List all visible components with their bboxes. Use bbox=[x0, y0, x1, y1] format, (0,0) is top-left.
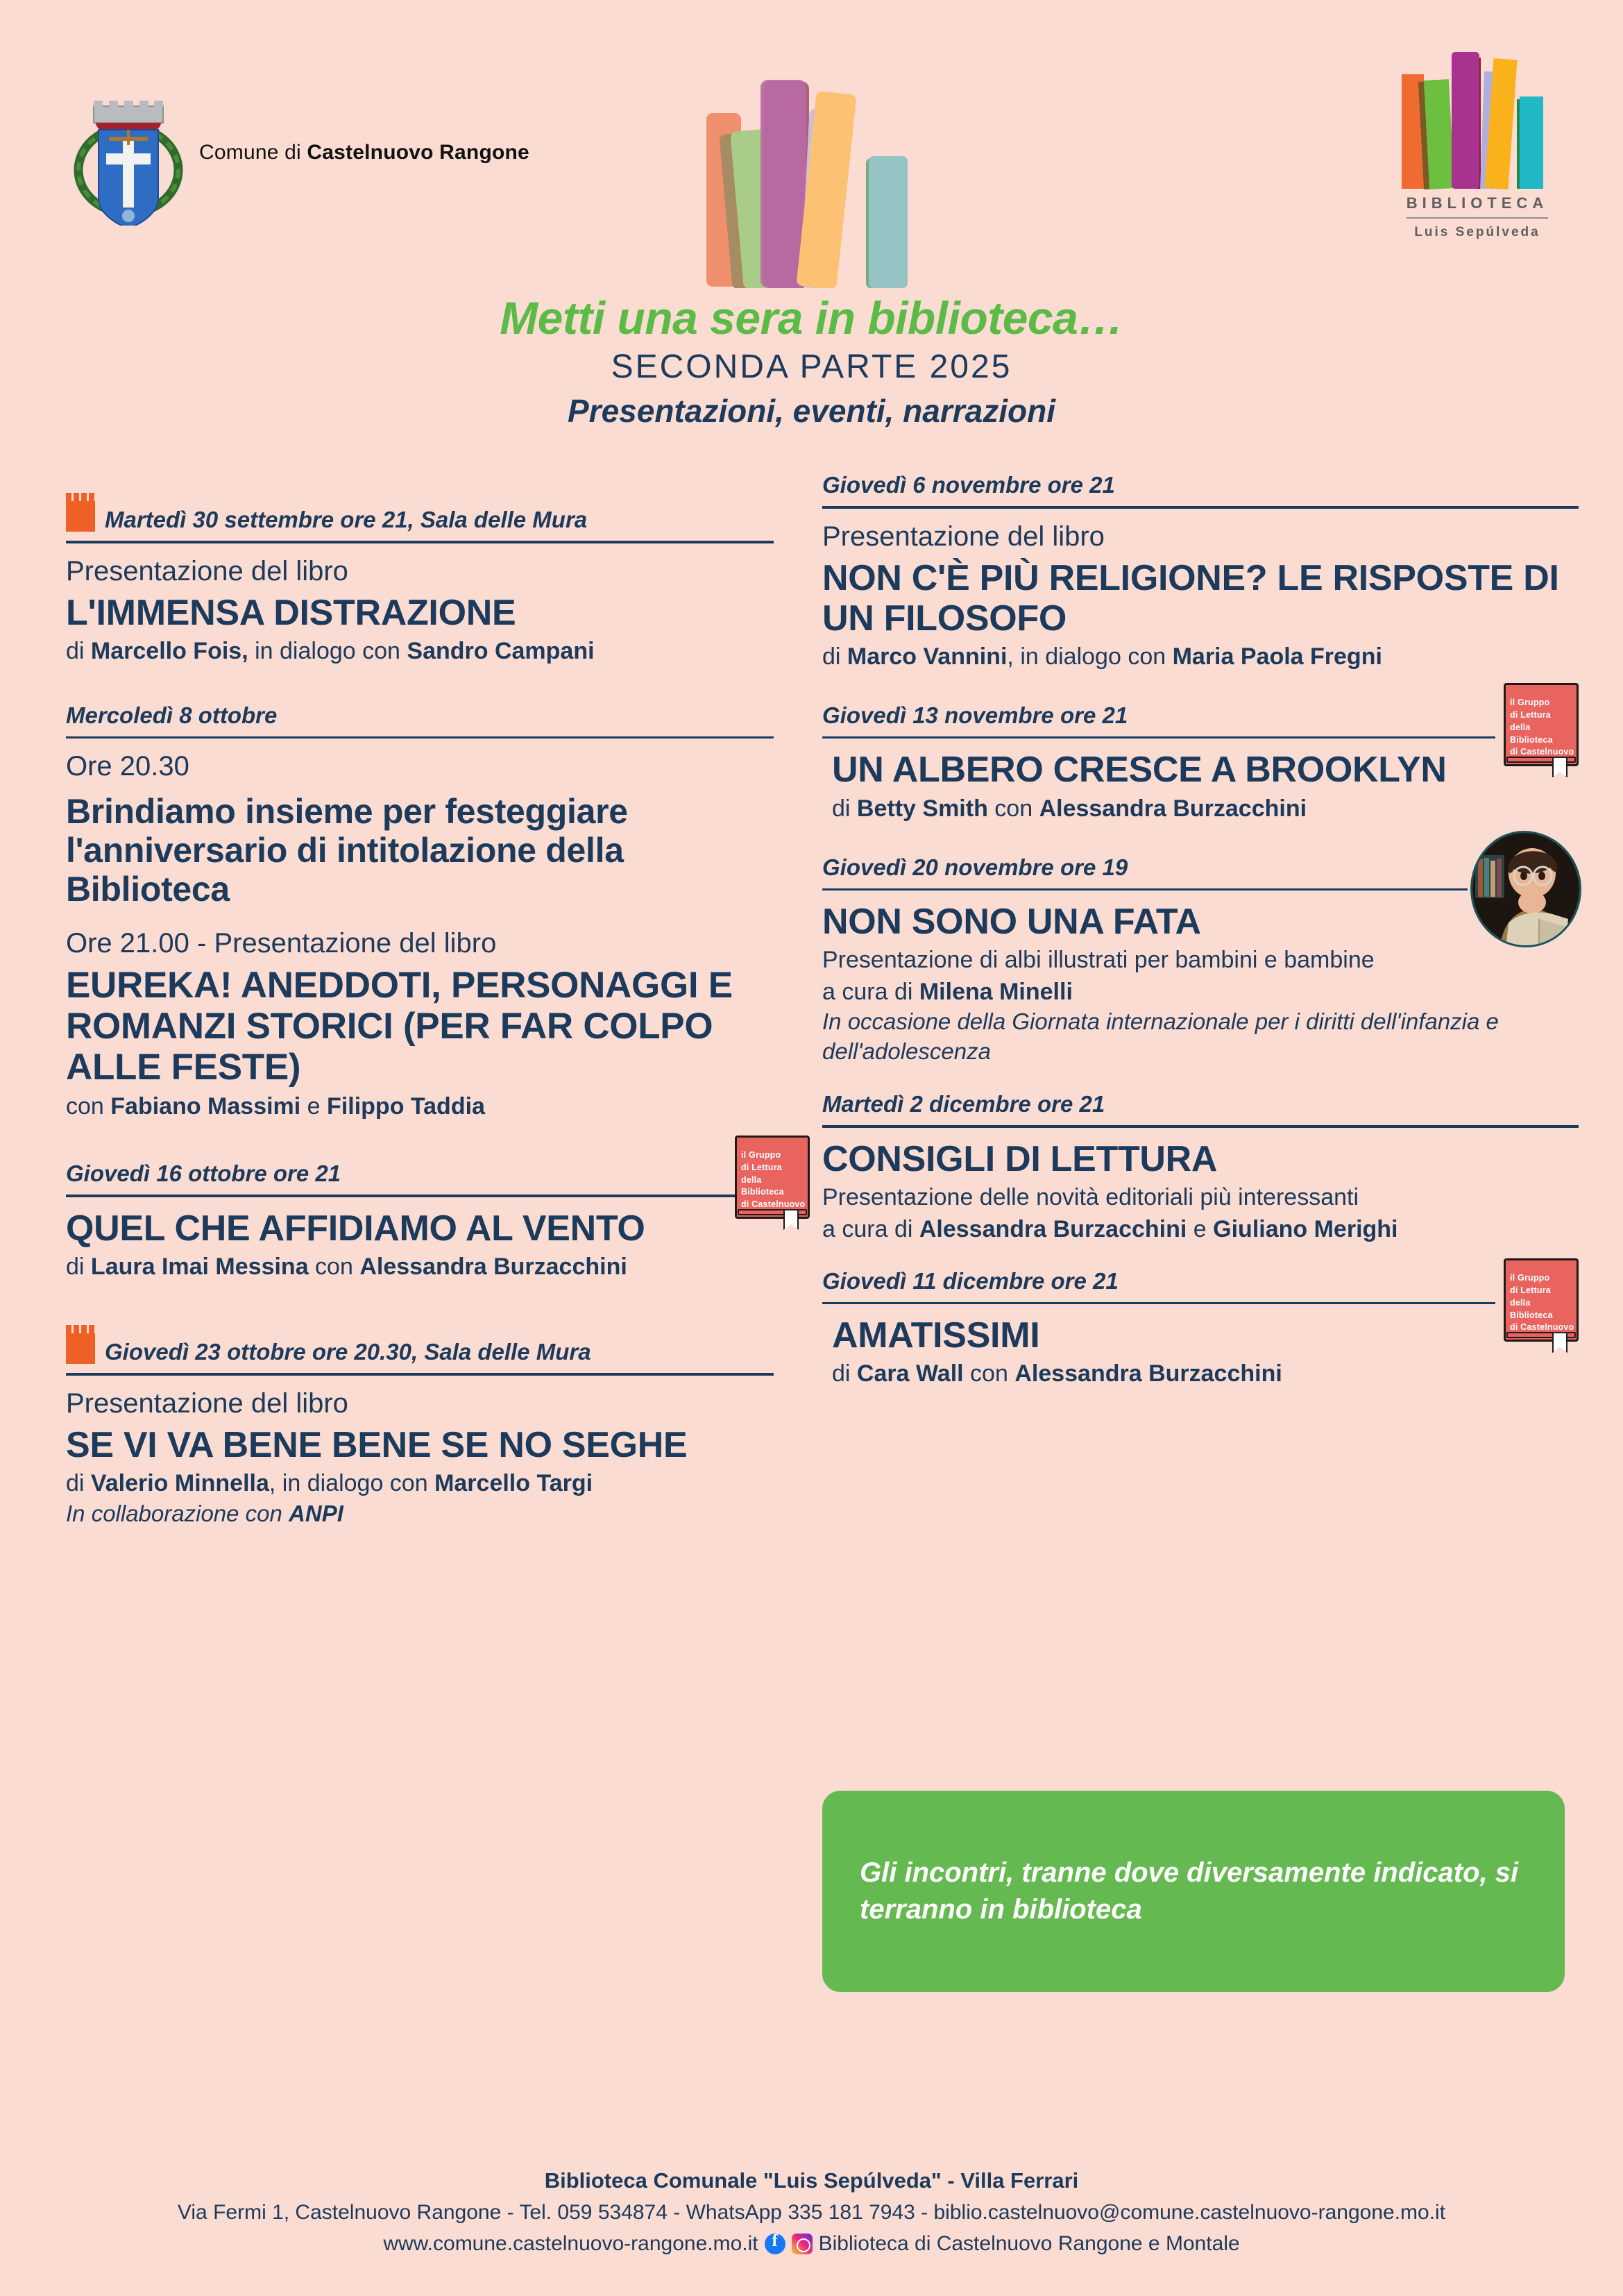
event-card[interactable] bbox=[66, 1150, 806, 1282]
page-title: Metti una sera in biblioteca… bbox=[500, 292, 1123, 344]
footer-library-name: Biblioteca Comunale "Luis Sepúlveda" - Villa Ferrari bbox=[544, 2168, 1079, 2193]
divider bbox=[822, 736, 1495, 738]
footer-contacts: Via Fermi 1, Castelnuovo Rangone - Tel. 059 534874 - WhatsApp 335 181 7943 - biblio.castelnuovo@comune.castelnuovo-rangone.mo.it bbox=[177, 2201, 1446, 2224]
event-date-row bbox=[66, 1325, 774, 1365]
events-column-right bbox=[822, 472, 1579, 1413]
library-logo-subtitle: Luis Sepúlveda bbox=[1414, 225, 1540, 239]
event-date: Giovedì 20 novembre ore 19 bbox=[822, 854, 1128, 880]
venue-note-box bbox=[822, 1791, 1565, 1992]
hero-books-illustration bbox=[687, 66, 916, 288]
event-credits: con Fabiano Massimi e Filippo Taddia bbox=[66, 1092, 485, 1120]
event-kicker: Presentazione del libro bbox=[66, 556, 348, 586]
event-description: Presentazione di albi illustrati per bambini e bambine bbox=[822, 946, 1375, 973]
event-date-row bbox=[66, 702, 774, 729]
divider bbox=[66, 541, 774, 543]
footer-social-row bbox=[0, 2232, 1623, 2256]
facebook-icon[interactable] bbox=[765, 2234, 785, 2254]
event-title: SE VI VA BENE BENE SE NO SEGHE bbox=[66, 1425, 688, 1466]
library-logo-name: BIBLIOTECA bbox=[1407, 194, 1548, 219]
footer-social-handle: Biblioteca di Castelnuovo Rangone e Montale bbox=[818, 2232, 1240, 2255]
event-time-1: Ore 20.30 bbox=[66, 751, 189, 782]
municipality-label: Comune di Castelnuovo Rangone bbox=[199, 141, 529, 164]
event-curator: a cura di Milena Minelli bbox=[822, 979, 1073, 1006]
event-title-1: Brindiamo insieme per festeggiare l'anniversario di intitolazione della Biblioteca bbox=[66, 791, 628, 909]
event-date-row bbox=[822, 702, 1579, 729]
castle-icon bbox=[66, 1325, 95, 1364]
reading-group-badge-icon: il Gruppo di Lettura della Biblioteca di Castelnuovo bbox=[1504, 683, 1579, 766]
castle-icon bbox=[66, 493, 95, 532]
events-column-left bbox=[66, 493, 806, 1552]
reading-group-badge-icon: il Gruppo di Lettura della Biblioteca di Castelnuovo bbox=[735, 1136, 810, 1219]
event-title-2: EUREKA! ANEDDOTI, PERSONAGGI E ROMANZI STORICI (PER FAR COLPO ALLE FESTE) bbox=[66, 964, 733, 1088]
page-tagline: Presentazioni, eventi, narrazioni bbox=[568, 393, 1055, 429]
event-credits: di Marcello Fois, in dialogo con Sandro Campani bbox=[66, 638, 595, 665]
event-date: Giovedì 16 ottobre ore 21 bbox=[66, 1160, 341, 1187]
event-date-row bbox=[822, 1091, 1579, 1117]
event-date: Giovedì 13 novembre ore 21 bbox=[822, 702, 1128, 729]
event-title: L'IMMENSA DISTRAZIONE bbox=[66, 592, 516, 633]
event-venue: Sala delle Mura bbox=[424, 1339, 591, 1365]
event-card[interactable] bbox=[822, 698, 1579, 823]
event-credits: di Cara Wall con Alessandra Burzacchini bbox=[832, 1360, 1282, 1387]
coat-of-arms-icon bbox=[73, 80, 184, 226]
poster-titles bbox=[0, 292, 1623, 429]
event-credits: di Betty Smith con Alessandra Burzacchini bbox=[832, 795, 1307, 822]
event-title: UN ALBERO CRESCE A BROOKLYN bbox=[832, 750, 1447, 791]
event-date: Giovedì 6 novembre ore 21 bbox=[822, 472, 1115, 498]
event-date: Martedì 2 dicembre ore 21 bbox=[822, 1090, 1105, 1117]
poster-footer bbox=[0, 2168, 1623, 2256]
event-title: NON C'È PIÙ RELIGIONE? LE RISPOSTE DI UN FILOSOFO bbox=[822, 557, 1559, 639]
event-occasion: In occasione della Giornata internazionale per i diritti dell'infanzia e dell'adolescenza bbox=[822, 1008, 1499, 1064]
child-reading-photo bbox=[1470, 831, 1581, 947]
footer-website[interactable]: www.comune.castelnuovo-rangone.mo.it bbox=[383, 2232, 758, 2255]
event-title: CONSIGLI DI LETTURA bbox=[822, 1138, 1218, 1179]
event-credits: di Laura Imai Messina con Alessandra Burzacchini bbox=[66, 1253, 627, 1281]
event-credits: di Marco Vannini, in dialogo con Maria Paola Fregni bbox=[822, 643, 1382, 670]
divider bbox=[822, 888, 1468, 890]
event-card[interactable] bbox=[822, 854, 1579, 1066]
event-title: QUEL CHE AFFIDIAMO AL VENTO bbox=[66, 1208, 645, 1249]
divider bbox=[66, 1373, 774, 1376]
poster-header bbox=[0, 0, 1623, 292]
event-description: Presentazione delle novità editoriali più interessanti bbox=[822, 1183, 1359, 1210]
event-card[interactable] bbox=[822, 1091, 1579, 1245]
event-time-2: Ore 21.00 - Presentazione del libro bbox=[66, 927, 497, 959]
event-card[interactable] bbox=[66, 702, 774, 1122]
event-card[interactable] bbox=[66, 493, 774, 666]
event-date-row bbox=[822, 854, 1579, 881]
divider bbox=[822, 1125, 1579, 1128]
divider bbox=[822, 506, 1579, 509]
library-logo-books-icon bbox=[1391, 182, 1564, 194]
event-date-row bbox=[66, 1160, 774, 1187]
event-card[interactable] bbox=[822, 472, 1579, 672]
event-card[interactable] bbox=[822, 1268, 1579, 1389]
event-date: Giovedì 11 dicembre ore 21 bbox=[822, 1268, 1119, 1294]
event-venue: Sala delle Mura bbox=[420, 507, 588, 533]
event-date: Mercoledì 8 ottobre bbox=[66, 702, 278, 729]
event-curator: a cura di Alessandra Burzacchini e Giuliano Merighi bbox=[822, 1216, 1398, 1243]
divider bbox=[66, 1195, 774, 1197]
event-credits: di Valerio Minnella, in dialogo con Marcello Targi bbox=[66, 1470, 593, 1497]
event-card[interactable] bbox=[66, 1325, 774, 1528]
event-note: In collaborazione con ANPI bbox=[66, 1500, 343, 1526]
instagram-icon[interactable] bbox=[792, 2234, 813, 2254]
event-title: AMATISSIMI bbox=[832, 1315, 1040, 1356]
event-kicker: Presentazione del libro bbox=[822, 521, 1105, 552]
reading-group-badge-icon: il Gruppo di Lettura della Biblioteca di Castelnuovo bbox=[1504, 1258, 1579, 1342]
divider bbox=[822, 1302, 1495, 1304]
divider bbox=[66, 736, 774, 738]
event-date-row bbox=[66, 493, 774, 533]
event-title: NON SONO UNA FATA bbox=[822, 901, 1201, 942]
event-date-row bbox=[822, 1268, 1579, 1294]
event-kicker: Presentazione del libro bbox=[66, 1388, 348, 1419]
library-logo bbox=[1373, 38, 1581, 240]
page-subtitle: SECONDA PARTE 2025 bbox=[611, 348, 1012, 385]
venue-note-text: Gli incontri, tranne dove diversamente indicato, si terranno in biblioteca bbox=[860, 1857, 1519, 1925]
event-date: Giovedì 23 ottobre ore 20.30, bbox=[105, 1339, 425, 1365]
municipality-branding bbox=[73, 80, 529, 226]
event-date: Martedì 30 settembre ore 21, bbox=[105, 507, 420, 533]
event-date-row bbox=[822, 472, 1579, 498]
